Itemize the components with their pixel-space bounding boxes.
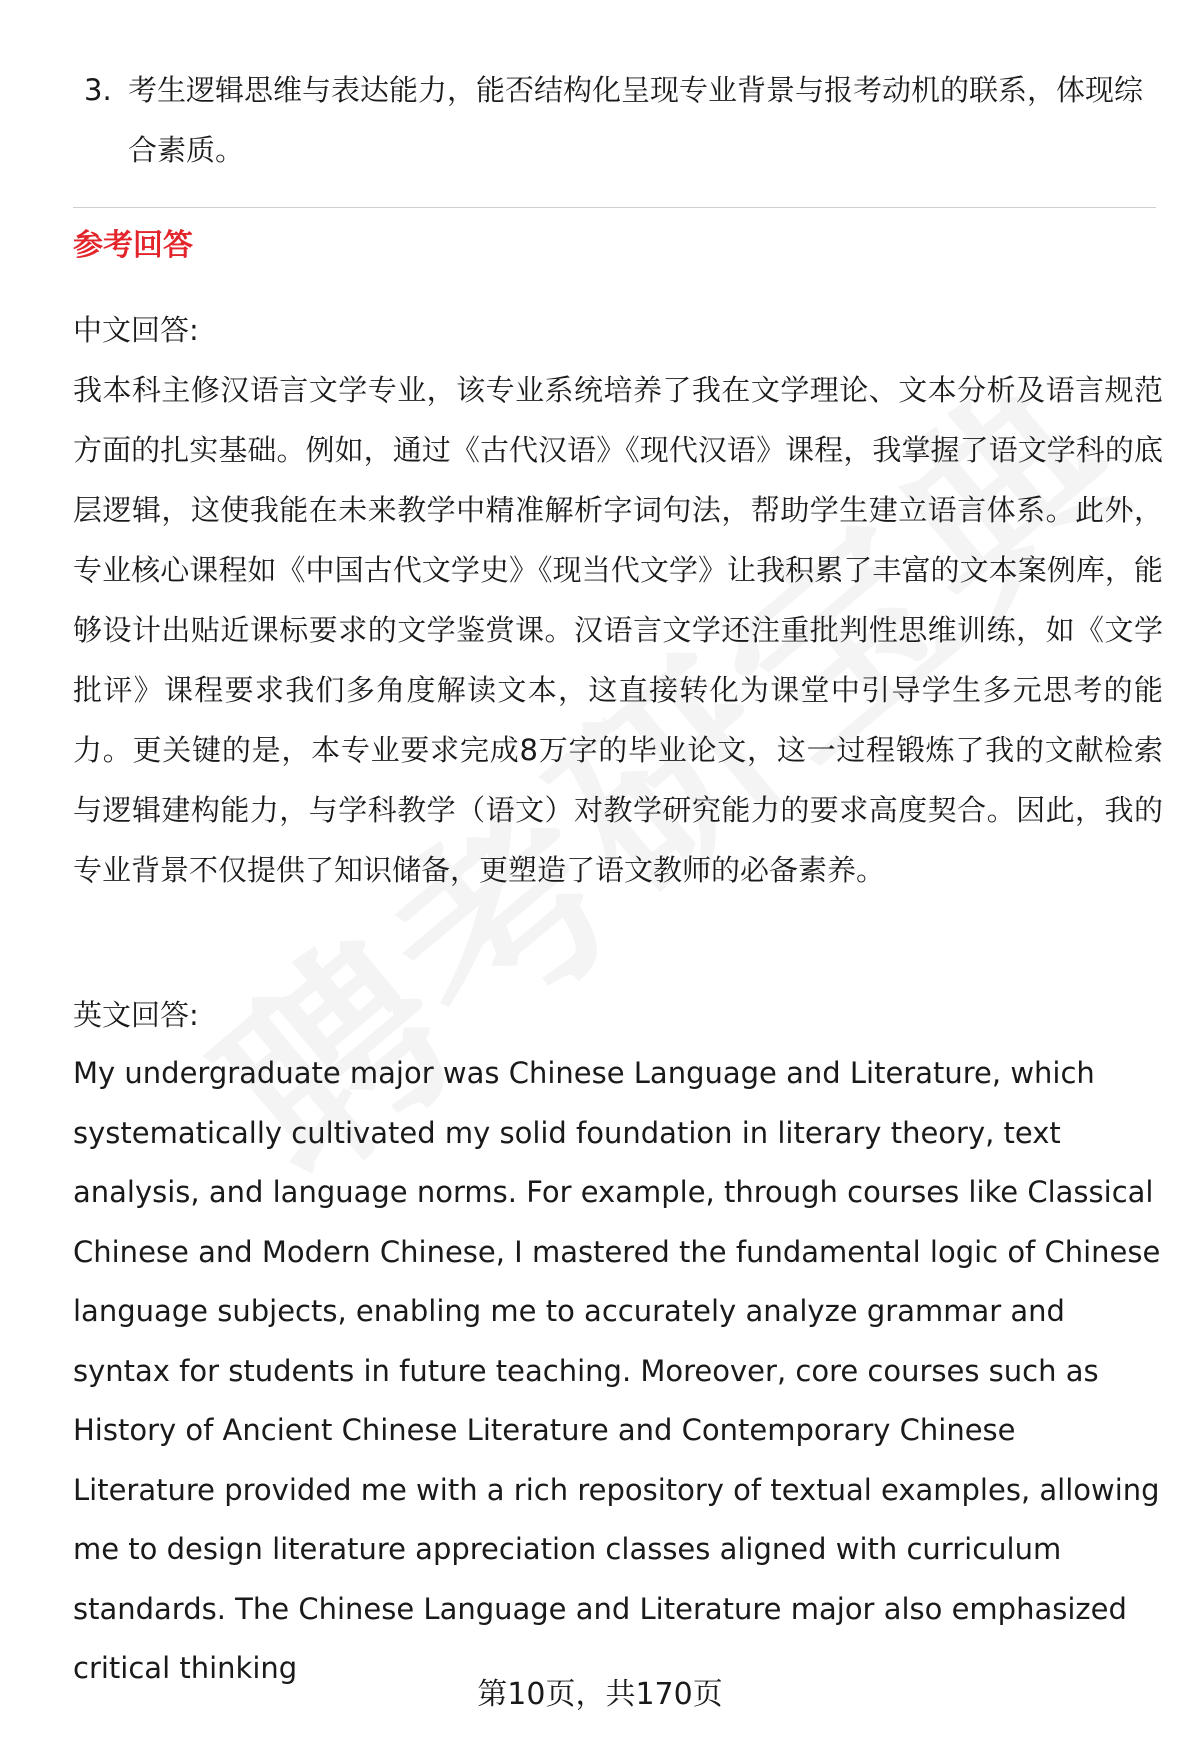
criteria-list-item bbox=[84, 60, 1164, 180]
english-answer-label: 英文回答: bbox=[73, 998, 199, 1032]
page-number-footer: 第10页，共170页 bbox=[477, 1677, 723, 1712]
list-item-text: 考生逻辑思维与表达能力，能否结构化呈现专业背景与报考动机的联系，体现综合素质。 bbox=[128, 73, 1144, 167]
section-divider bbox=[73, 207, 1156, 208]
chinese-answer-text: 我本科主修汉语言文学专业，该专业系统培养了我在文学理论、文本分析及语言规范方面的扎实基础。例如，通过《古代汉语》《现代汉语》课程，我掌握了语文学科的底层逻辑，这使我能在未来教学中精准解析字词句法，帮助学生建立语言体系。此外，专业核心课程如《中国古代文学史》《现当代文学》让我积累了丰富的文本案例库，能够设计出贴近课标要求的文学鉴赏课。汉语言文学还注重批判性思维训练，如《文学批评》课程要求我们多角度解读文本，这直接转化为课堂中引导学生多元思考的能力。更关键的是，本专业要求完成8万字的毕业论文，这一过程锻炼了我的文献检索与逻辑建构能力，与学科教学（语文）对教学研究能力的要求高度契合。因此，我的专业背景不仅提供了知识储备，更塑造了语文教师的必备素养。 bbox=[73, 373, 1163, 887]
list-item-number: 3. bbox=[84, 73, 112, 107]
section-heading: 参考回答 bbox=[73, 228, 193, 263]
english-answer-text: My undergraduate major was Chinese Language and Literature, which systematically cultivated my solid foundation in literary theory, text analysis, and language norms. For example, through courses like Classical Chinese and Modern Chinese, I mastered the fundamental logic of Chinese language subjects, enabling me to accurately analyze grammar and syntax for students in future teaching. Moreover, core courses such as History of Ancient Chinese Literature and Contemporary Chinese Literature provided me with a rich repository of textual examples, allowing me to design literature appreciation classes aligned with curriculum standards. The Chinese Language and Literature major also emphasized critical thinking bbox=[73, 1056, 1161, 1685]
chinese-answer-label: 中文回答: bbox=[73, 313, 199, 347]
